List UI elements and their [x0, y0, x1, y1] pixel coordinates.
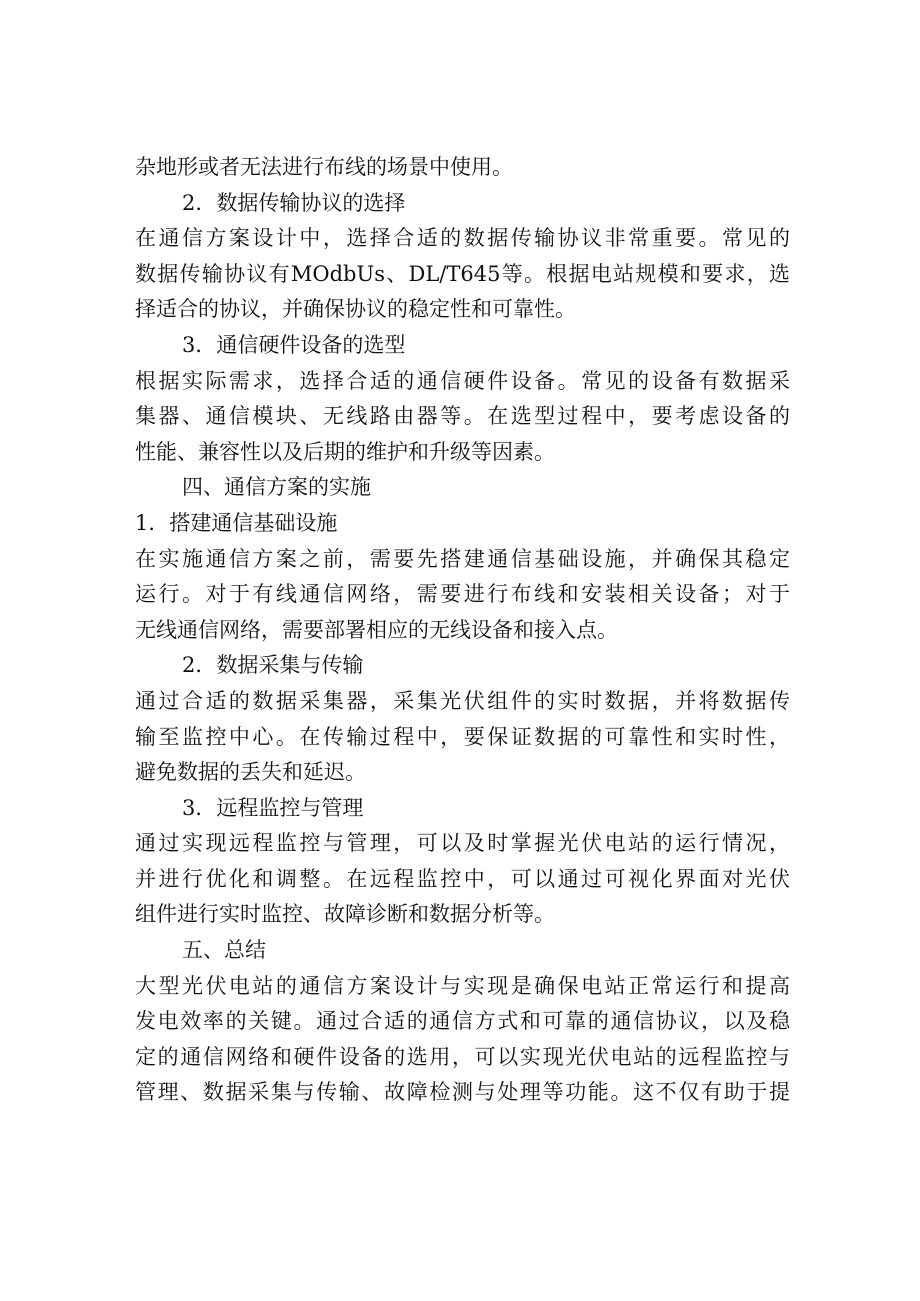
paragraph-line: 1．搭建通信基础设施 [135, 510, 338, 535]
paragraph-line: 在实施通信方案之前，需要先搭建通信基础设施，并确保其稳定 [135, 546, 790, 571]
document-body [135, 150, 790, 1111]
paragraph-line: 通过实现远程监控与管理，可以及时掌握光伏电站的运行情况， [135, 831, 790, 856]
paragraph-line: 并进行优化和调整。在远程监控中，可以通过可视化界面对光伏 [135, 866, 790, 891]
paragraph-line: 管理、数据采集与传输、故障检测与处理等功能。这不仅有助于提 [135, 1080, 790, 1105]
paragraph-line: 在通信方案设计中，选择合适的数据传输协议非常重要。常见的 [135, 226, 790, 251]
section-heading-line: 2．数据传输协议的选择 [182, 190, 406, 215]
section-heading-line: 3．通信硬件设备的选型 [182, 332, 406, 357]
section-heading-line: 五、总结 [182, 938, 266, 963]
paragraph-line: 通过合适的数据采集器，采集光伏组件的实时数据，并将数据传 [135, 688, 790, 713]
section-heading-line: 3．远程监控与管理 [182, 795, 364, 820]
paragraph-line: 定的通信网络和硬件设备的选用，可以实现光伏电站的远程监控与 [135, 1044, 790, 1069]
paragraph-line: 根据实际需求，选择合适的通信硬件设备。常见的设备有数据采 [135, 368, 790, 393]
paragraph-line: 避免数据的丢失和延迟。 [135, 760, 366, 785]
section-heading-line: 四、通信方案的实施 [182, 475, 371, 500]
paragraph-line: 发电效率的关键。通过合适的通信方式和可靠的通信协议，以及稳 [135, 1009, 790, 1034]
paragraph-line: 无线通信网络，需要部署相应的无线设备和接入点。 [135, 617, 618, 642]
paragraph-line: 杂地形或者无法进行布线的场景中使用。 [135, 155, 513, 179]
section-heading-line: 2．数据采集与传输 [182, 653, 364, 678]
paragraph-line: 组件进行实时监控、故障诊断和数据分析等。 [135, 902, 555, 927]
paragraph-line: 性能、兼容性以及后期的维护和升级等因素。 [135, 439, 555, 464]
paragraph-line: 集器、通信模块、无线路由器等。在选型过程中，要考虑设备的 [135, 404, 790, 429]
paragraph-line: 数据传输协议有MOdbUs、DL/T645等。根据电站规模和要求，选 [135, 261, 790, 286]
paragraph-line: 大型光伏电站的通信方案设计与实现是确保电站正常运行和提高 [135, 973, 790, 998]
paragraph-line: 择适合的协议，并确保协议的稳定性和可靠性。 [135, 297, 576, 322]
paragraph-line: 运行。对于有线通信网络，需要进行布线和安装相关设备；对于 [135, 582, 790, 607]
paragraph-line: 输至监控中心。在传输过程中，要保证数据的可靠性和实时性， [135, 724, 790, 749]
